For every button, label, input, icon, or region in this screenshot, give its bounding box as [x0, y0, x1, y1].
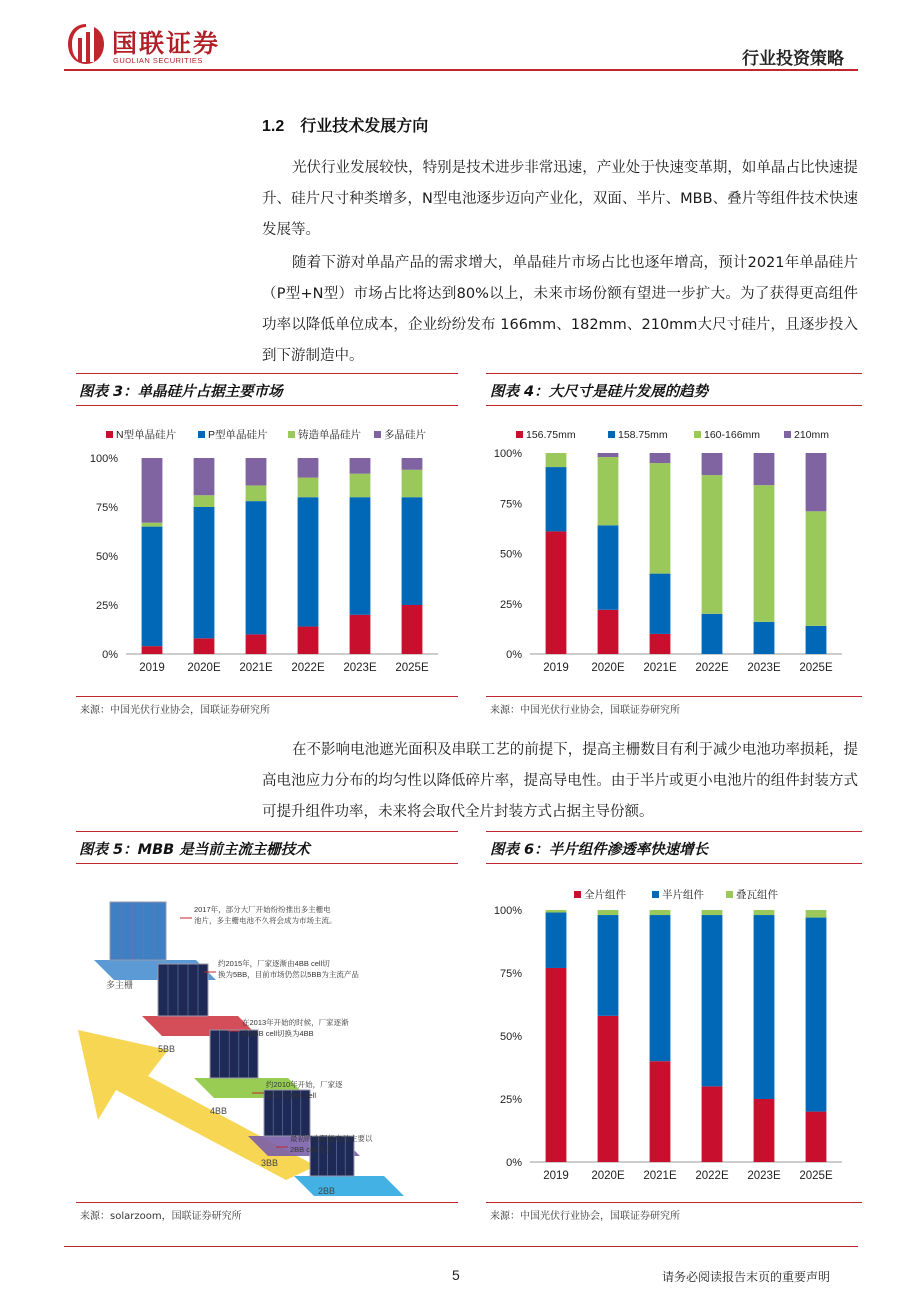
x-tick-label: 2023E — [343, 662, 377, 674]
legend-label-3: 多晶硅片 — [384, 429, 426, 441]
bar-segment-3 — [298, 458, 319, 478]
x-tick-label: 2019 — [139, 662, 165, 674]
section-title: 行业技术发展方向 — [300, 116, 429, 135]
section-number: 1.2 — [262, 118, 285, 135]
legend-label-1: 半片组件 — [662, 889, 704, 901]
fig4-top-rule — [486, 373, 862, 374]
bar-segment-2 — [546, 453, 567, 467]
bar-segment-3 — [402, 458, 423, 470]
bar-segment-0 — [402, 605, 423, 654]
fig4-bottom-rule — [486, 696, 862, 697]
bar-segment-1 — [650, 915, 671, 1061]
bar-segment-1 — [142, 527, 163, 647]
paragraph-1: 光伏行业发展较快，特别是技术进步非常迅速，产业处于快速变革期，如单晶占比快速提升、硅片尺寸种类增多，N型电池逐步迈向产业化，双面、半片、MBB、叠片等组件技术快速发展等。 — [262, 160, 858, 238]
x-tick-label: 2021E — [643, 662, 677, 674]
step-note-2: 在2013年开始的时候，厂家逐渐由3BB cell切换为4BB — [242, 1018, 349, 1038]
bar-segment-2 — [546, 910, 567, 913]
x-tick-label: 2020E — [187, 662, 221, 674]
bar-segment-0 — [598, 1016, 619, 1162]
bar-segment-3 — [350, 458, 371, 474]
legend-swatch-2 — [288, 431, 295, 438]
x-tick-label: 2021E — [643, 1170, 677, 1182]
bar-segment-2 — [598, 457, 619, 525]
bar-segment-1 — [598, 525, 619, 609]
bar-segment-1 — [546, 913, 567, 968]
legend-label-1: 158.75mm — [618, 429, 668, 441]
y-tick-label: 100% — [493, 905, 522, 917]
x-tick-label: 2023E — [747, 1170, 781, 1182]
legend-swatch-3 — [784, 431, 791, 438]
bar-segment-0 — [546, 968, 567, 1162]
bar-segment-1 — [754, 915, 775, 1099]
legend-label-3: 210mm — [794, 429, 830, 441]
solar-cell-image — [110, 902, 166, 960]
legend-label-1: P型单晶硅片 — [208, 429, 268, 441]
bar-segment-2 — [298, 478, 319, 498]
fig6-title: 图表 6：半片组件渗透率快速增长 — [490, 842, 709, 858]
legend-label-2: 叠瓦组件 — [736, 889, 778, 901]
bar-segment-1 — [650, 574, 671, 634]
fig5-source: 来源：solarzoom，国联证券研究所 — [80, 1211, 242, 1222]
bar-segment-2 — [350, 474, 371, 498]
header-divider — [64, 69, 858, 71]
bar-segment-3 — [194, 458, 215, 495]
x-tick-label: 2021E — [239, 662, 273, 674]
logo-text-cn: 国联证券 — [112, 29, 221, 58]
paragraph-3: 在不影响电池遮光面积及串联工艺的前提下，提高主栅数目有利于减少电池功率损耗，提高电池应力分布的均匀性以降低碎片率，提高导电性。由于半片或更小电池片的组件封装方式可提升组件功率，未来将会取代全片封装方式占据主导份额。 — [262, 742, 858, 820]
footer-divider — [64, 1246, 858, 1247]
bar-segment-1 — [806, 626, 827, 654]
fig3-chart — [76, 420, 458, 690]
x-tick-label: 2020E — [591, 662, 625, 674]
report-type-label: 行业投资策略 — [742, 49, 844, 69]
y-tick-label: 100% — [89, 453, 118, 465]
section-heading — [262, 113, 428, 136]
bar-segment-0 — [806, 1112, 827, 1162]
fig6-bottom-rule — [486, 1202, 862, 1203]
bar-segment-1 — [402, 497, 423, 605]
x-tick-label: 2019 — [543, 662, 569, 674]
bar-segment-0 — [754, 1099, 775, 1162]
bar-segment-0 — [702, 1086, 723, 1162]
bar-segment-3 — [246, 458, 267, 485]
fig4-title-rule — [486, 405, 862, 406]
bar-segment-0 — [246, 634, 267, 654]
y-tick-label: 75% — [499, 498, 522, 511]
step-base-4 — [294, 1176, 404, 1196]
company-logo — [66, 22, 106, 66]
fig3-title: 图表 3：单晶硅片占据主要市场 — [79, 384, 283, 400]
y-tick-label: 100% — [493, 448, 522, 460]
bar-segment-1 — [702, 614, 723, 654]
bar-segment-2 — [246, 485, 267, 501]
y-tick-label: 50% — [499, 1031, 522, 1043]
bar-segment-2 — [194, 495, 215, 507]
bar-segment-0 — [194, 638, 215, 654]
legend-label-0: 全片组件 — [584, 889, 626, 901]
bar-segment-3 — [598, 453, 619, 457]
y-tick-label: 75% — [499, 968, 522, 980]
bar-segment-1 — [246, 501, 267, 634]
bar-segment-1 — [194, 507, 215, 638]
y-tick-label: 75% — [95, 502, 118, 514]
page-number: 5 — [452, 1267, 460, 1283]
bar-segment-2 — [650, 463, 671, 574]
bar-segment-0 — [598, 610, 619, 654]
x-tick-label: 2022E — [695, 1170, 729, 1182]
fig4-title: 图表 4：大尺寸是硅片发展的趋势 — [490, 384, 709, 400]
bar-segment-1 — [702, 915, 723, 1086]
fig5-title-rule — [76, 863, 458, 864]
bar-segment-2 — [702, 475, 723, 614]
bar-segment-3 — [806, 453, 827, 511]
step-label-1: 5BB — [158, 1044, 176, 1054]
legend-swatch-1 — [198, 431, 205, 438]
bar-segment-1 — [754, 622, 775, 654]
legend-swatch-0 — [574, 891, 581, 898]
solar-cell-image — [158, 964, 208, 1016]
bar-segment-3 — [754, 453, 775, 485]
bar-segment-3 — [142, 458, 163, 523]
step-label-0: 多主栅 — [106, 980, 134, 990]
y-tick-label: 0% — [506, 649, 522, 661]
legend-swatch-1 — [608, 431, 615, 438]
logo-text-en: GUOLIAN SECURITIES — [113, 56, 203, 65]
y-tick-label: 25% — [499, 1094, 522, 1106]
legend-label-0: N型单晶硅片 — [116, 429, 177, 441]
bar-segment-0 — [298, 627, 319, 654]
y-tick-label: 50% — [95, 551, 118, 563]
bar-segment-1 — [546, 467, 567, 531]
bar-segment-2 — [650, 910, 671, 915]
fig3-title-rule — [76, 405, 458, 406]
bar-segment-1 — [598, 915, 619, 1016]
bar-segment-3 — [702, 453, 723, 475]
bar-segment-3 — [650, 453, 671, 463]
fig6-title-rule — [486, 863, 862, 864]
legend-swatch-3 — [374, 431, 381, 438]
bar-segment-1 — [350, 497, 371, 615]
step-note-1: 约2015年，厂家逐渐由4BB cell切换为5BB，目前市场仍然以5BB为主流产品 — [218, 959, 359, 979]
x-tick-label: 2022E — [291, 662, 325, 674]
fig5-top-rule — [76, 831, 458, 832]
legend-label-0: 156.75mm — [526, 429, 576, 441]
step-label-2: 4BB — [210, 1106, 228, 1116]
bar-segment-0 — [142, 646, 163, 654]
bar-segment-2 — [702, 910, 723, 915]
bar-segment-0 — [546, 531, 567, 654]
legend-swatch-2 — [694, 431, 701, 438]
step-note-4: 最初的太阳能电池主要以 2BB cell为主 — [290, 1134, 373, 1154]
step-label-3: 3BB — [261, 1158, 279, 1168]
fig6-chart — [486, 880, 862, 1196]
bar-segment-1 — [298, 497, 319, 626]
y-tick-label: 0% — [102, 649, 118, 661]
legend-swatch-0 — [516, 431, 523, 438]
bar-segment-2 — [598, 910, 619, 915]
fig5-bottom-rule — [76, 1202, 458, 1203]
bar-segment-2 — [754, 910, 775, 915]
fig3-source: 来源：中国光伏行业协会，国联证券研究所 — [80, 705, 270, 716]
step-label-4: 2BB — [318, 1186, 336, 1196]
bar-segment-2 — [754, 485, 775, 622]
x-tick-label: 2019 — [543, 1170, 569, 1182]
footer-disclaimer: 请务必阅读报告末页的重要声明 — [662, 1270, 831, 1284]
bar-segment-0 — [650, 634, 671, 654]
fig5-title: 图表 5：MBB 是当前主流主栅技术 — [79, 842, 310, 858]
fig4-source: 来源：中国光伏行业协会，国联证券研究所 — [490, 705, 680, 716]
bar-segment-0 — [650, 1061, 671, 1162]
fig6-source: 来源：中国光伏行业协会，国联证券研究所 — [490, 1211, 680, 1222]
fig3-bottom-rule — [76, 696, 458, 697]
legend-swatch-0 — [106, 431, 113, 438]
x-tick-label: 2025E — [799, 662, 833, 674]
mbb-evolution-diagram — [76, 880, 458, 1200]
x-tick-label: 2025E — [395, 662, 429, 674]
legend-label-2: 铸造单晶硅片 — [298, 429, 361, 441]
x-tick-label: 2025E — [799, 1170, 833, 1182]
bar-segment-2 — [402, 470, 423, 497]
y-tick-label: 0% — [506, 1157, 522, 1169]
bar-segment-1 — [806, 918, 827, 1112]
step-note-3: 约2010年开始，厂家逐渐切入3BB cell — [266, 1080, 343, 1100]
y-tick-label: 25% — [95, 600, 118, 612]
legend-label-2: 160-166mm — [704, 429, 761, 441]
legend-swatch-2 — [726, 891, 733, 898]
y-tick-label: 25% — [499, 598, 522, 611]
step-note-0: 2017年，部分大厂开始纷纷推出多主栅电池片，多主栅电池不久将会成为市场主流。 — [194, 905, 337, 925]
x-tick-label: 2022E — [695, 662, 729, 674]
bar-segment-2 — [142, 523, 163, 527]
paragraph-2: 随着下游对单晶产品的需求增大，单晶硅片市场占比也逐年增高，预计2021年单晶硅片（P型+N型）市场占比将达到80%以上，未来市场份额有望进一步扩大。为了获得更高组件功率以降低单位成本，企业纷纷发布 166mm、182mm、210mm大尺寸硅片，且逐步投入到下游制造中。 — [262, 255, 858, 364]
y-tick-label: 50% — [499, 548, 522, 561]
x-tick-label: 2023E — [747, 662, 781, 674]
legend-swatch-1 — [652, 891, 659, 898]
fig3-top-rule — [76, 373, 458, 374]
bar-segment-2 — [806, 910, 827, 918]
fig4-chart — [486, 420, 862, 690]
bar-segment-2 — [806, 511, 827, 626]
x-tick-label: 2020E — [591, 1170, 625, 1182]
fig6-top-rule — [486, 831, 862, 832]
bar-segment-0 — [350, 615, 371, 654]
